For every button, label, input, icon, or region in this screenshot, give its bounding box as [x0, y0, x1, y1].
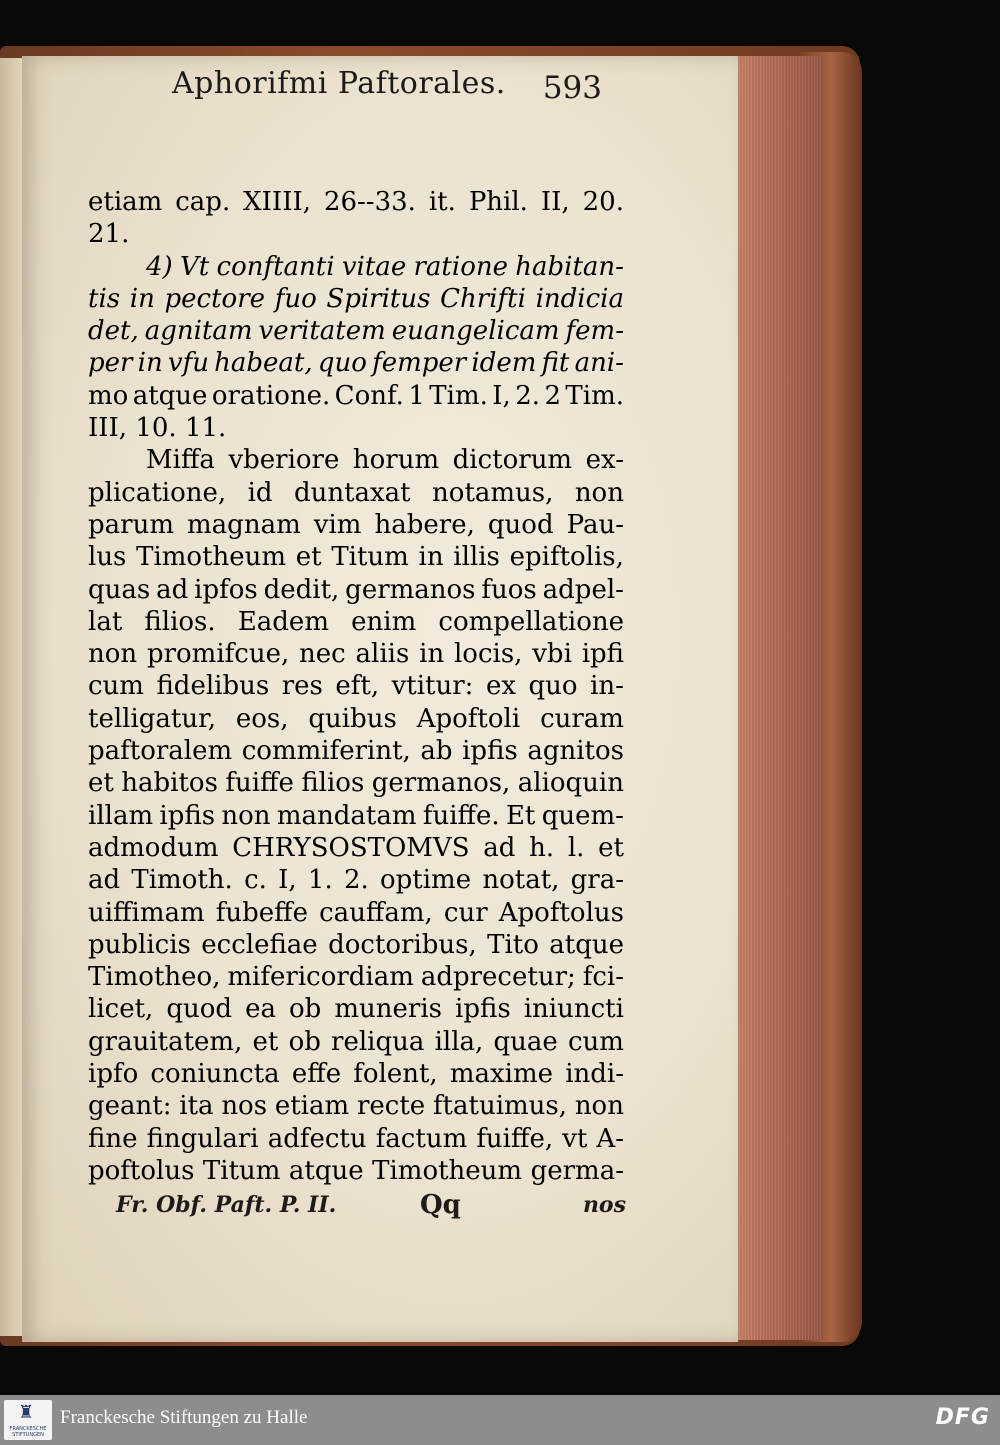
text-line: Timotheo, mifericordiam adprecetur; fci- [88, 962, 624, 993]
dfg-logo[interactable]: DFG [935, 1405, 990, 1430]
footer-bar [0, 1395, 1000, 1445]
facing-page-edge [0, 58, 24, 1336]
logo-text-line2: STIFTUNGEN [12, 1432, 44, 1438]
running-header [172, 66, 602, 106]
gathering-mark: Qq [420, 1190, 461, 1220]
text-line: poftolus Titum atque Timotheum germa- [88, 1155, 624, 1186]
text-line: paftoralem commiferint, ab ipfis agnitos [88, 736, 624, 767]
text-line: lus Timotheum et Titum in illis epiftolis, [88, 542, 624, 573]
page-fore-edge [733, 56, 823, 1340]
text-line: licet, quod ea ob muneris ipfis iniuncti [88, 994, 624, 1025]
text-line: admodum CHRYSOSTOMVS ad h. l. et [88, 832, 624, 863]
text-line: ad Timoth. c. I, 1. 2. optime notat, gra- [88, 865, 624, 896]
text-line: Miffa vberiore horum dictorum ex- [146, 445, 624, 476]
text-line: grauitatem, et ob reliqua illa, quae cum [88, 1026, 624, 1057]
header-title: Aphorifmi Paftorales. [172, 66, 506, 101]
text-line: parum magnam vim habere, quod Pau- [88, 509, 624, 540]
page-number: 593 [542, 70, 602, 106]
text-line: ipfo coniuncta effe folent, maxime indi- [88, 1059, 624, 1090]
text-line: non promifcue, nec aliis in locis, vbi ipfi [88, 639, 624, 670]
text-line: illam ipfis non mandatam fuiffe. Et quem- [88, 800, 624, 831]
catchword: nos [582, 1192, 626, 1218]
body-text [88, 186, 624, 1187]
text-line: etiam cap. XIIII, 26--33. it. Phil. II, 20. [88, 187, 624, 217]
logo-icon: ♜ [18, 1402, 35, 1423]
text-line: 21. [88, 219, 130, 250]
text-line: uiffimam fubeffe cauffam, cur Apoftolus [88, 897, 624, 928]
text-line: tis in pectore fuo Spiritus Chrifti indicia [88, 283, 624, 314]
text-line: et habitos fuiffe filios germanos, alioquin [88, 768, 624, 799]
text-line: telligatur, eos, quibus Apoftoli curam [88, 703, 624, 734]
text-line: cum fidelibus res eft, vtitur: ex quo in- [88, 671, 624, 702]
text-line: quas ad ipfos dedit, germanos fuos adpel- [88, 574, 624, 605]
text-line: per in vfu habeat, quo femper idem fit ani- [88, 348, 624, 379]
text-line: 4) Vt conftanti vitae ratione habitan- [146, 251, 624, 282]
text-line: lat filios. Eadem enim compellatione [88, 606, 624, 637]
signature-mark: Fr. Obf. Paft. P. II. [116, 1192, 337, 1218]
logo-text-line1: FRANCKESCHE [9, 1426, 47, 1432]
text-line: III, 10. 11. [88, 413, 227, 444]
page-footer [116, 1192, 626, 1222]
text-line: mo atque oratione. Conf. 1 Tim. I, 2. 2 Tim. [88, 380, 624, 411]
text-line: fine fingulari adfectu factum fuiffe, vt A- [88, 1123, 624, 1154]
institution-logo[interactable] [4, 1400, 52, 1440]
text-line: plicatione, id duntaxat notamus, non [88, 477, 624, 508]
text-line: geant: ita nos etiam recte ftatuimus, non [88, 1091, 624, 1122]
institution-label[interactable]: Franckesche Stiftungen zu Halle [60, 1407, 308, 1428]
text-line: det, agnitam veritatem euangelicam fem- [88, 316, 624, 347]
text-line: publicis ecclefiae doctoribus, Tito atque [88, 929, 624, 960]
